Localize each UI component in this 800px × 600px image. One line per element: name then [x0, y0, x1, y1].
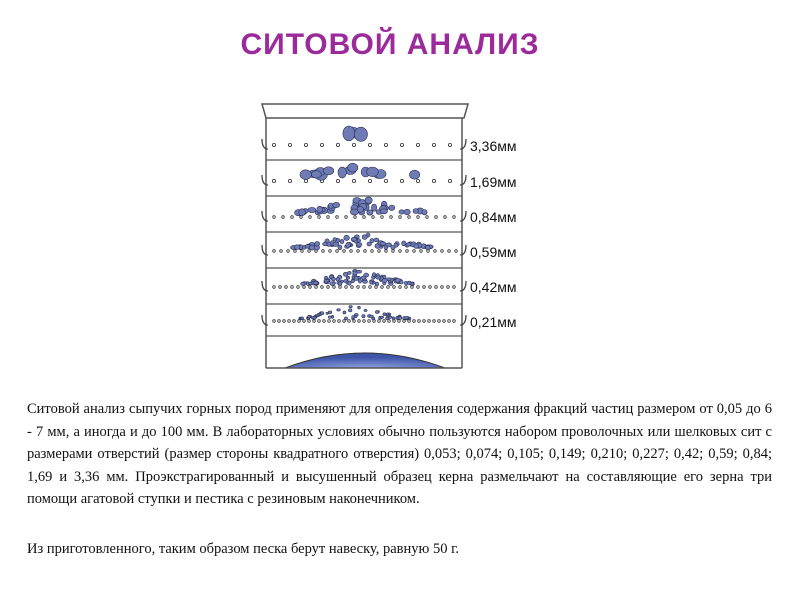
description-paragraph: Ситовой анализ сыпучих горных пород применяют для определения содержания фракций частиц размером от 0,05 до 6 - 7 мм, а иногда и до 100 мм. В лабораторных условиях обычно пользуются набором проволочных или шелковых сит с размерами отверстий (размер стороны квадратного отверстия) 0,053; 0,074; 0,105; 0,149; 0,210; 0,227; 0,42; 0,59; 0,84; 1,69 и 3,36 мм. Проэкстрагированный и высушенный образец керна размельчают на составляющие его зерна три помощи агатовой ступки и пестика с резиновым наконечником.: [27, 401, 772, 508]
sieve-label-1-69: 1,69мм: [470, 174, 517, 190]
sieve-label-0-21: 0,21мм: [470, 314, 517, 330]
sieve-label-0-42: 0,42мм: [470, 279, 517, 295]
sieve-trays: [262, 126, 466, 336]
page-title: СИТОВОЙ АНАЛИЗ: [240, 28, 540, 61]
collection-pan: [285, 353, 445, 368]
sample-paragraph: Из приготовленного, таким образом песка берут навеску, равную 50 г.: [27, 541, 460, 557]
sieve-lid: [262, 104, 468, 118]
sieve-label-3-36: 3,36мм: [470, 138, 517, 154]
sieve-label-0-59: 0,59мм: [470, 244, 517, 260]
sieve-label-0-84: 0,84мм: [470, 209, 517, 225]
